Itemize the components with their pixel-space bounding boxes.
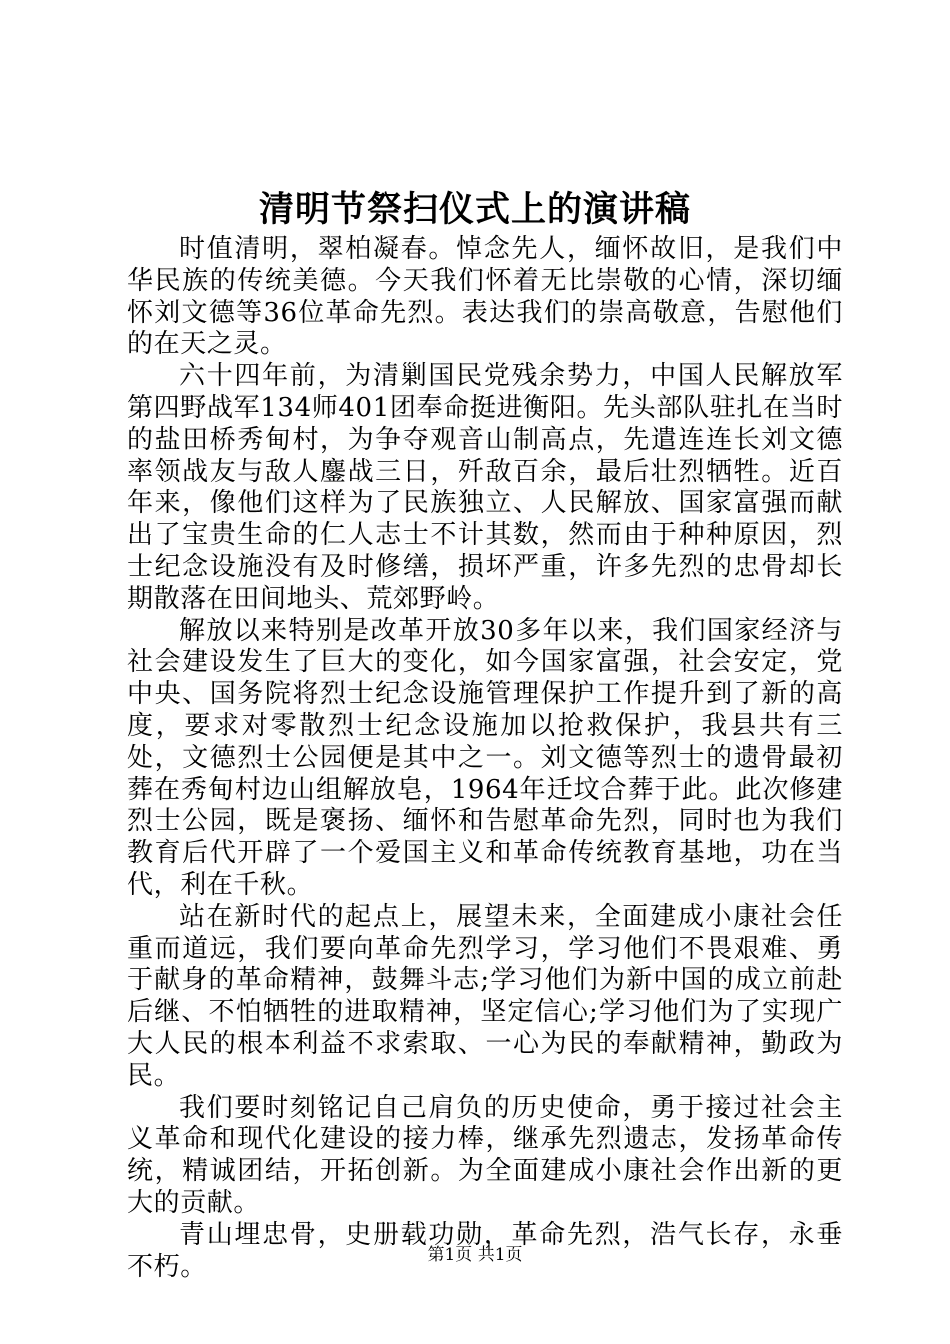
page-footer: 第1页 共1页 [427,1245,523,1265]
document-title: 清明节祭扫仪式上的演讲稿 [258,189,691,230]
paragraph-1: 时值清明，翠柏凝春。悼念先人，缅怀故旧，是我们中华民族的传统美德。今天我们怀着无比崇敬的心情，深切缅怀刘文德等36位革命先烈。表达我们的崇高敬意，告慰他们的在天之灵。 [127,234,843,360]
paragraph-4: 站在新时代的起点上，展望未来，全面建成小康社会任重而道远，我们要向革命先烈学习，学习他们不畏艰难、勇于献身的革命精神，鼓舞斗志;学习他们为新中国的成立前赴后继、不怕牺牲的进取精神，坚定信心;学习他们为了实现广大人民的根本利益不求索取、一心为民的奉献精神，勤政为民。 [127,901,843,1091]
document-body [127,234,843,1283]
paragraph-6: 青山埋忠骨，史册载功勋，革命先烈，浩气长存，永垂不朽。 [127,1219,843,1282]
paragraph-3: 解放以来特别是改革开放30多年以来，我们国家经济与社会建设发生了巨大的变化，如今国家富强，社会安定，党中央、国务院将烈士纪念设施管理保护工作提升到了新的高度，要求对零散烈士纪念设施加以抢救保护，我县共有三处，文德烈士公园便是其中之一。刘文德等烈士的遗骨最初葬在秀甸村边山组解放皂，1964年迁坟合葬于此。此次修建烈士公园，既是褒扬、缅怀和告慰革命先烈，同时也为我们教育后代开辟了一个爱国主义和革命传统教育基地，功在当代，利在千秋。 [127,615,843,900]
paragraph-5: 我们要时刻铭记自己肩负的历史使命，勇于接过社会主义革命和现代化建设的接力棒，继承先烈遗志，发扬革命传统，精诚团结，开拓创新。为全面建成小康社会作出新的更大的贡献。 [127,1092,843,1218]
paragraph-2: 六十四年前，为清剿国民党残余势力，中国人民解放军第四野战军134师401团奉命挺进衡阳。先头部队驻扎在当时的盐田桥秀甸村，为争夺观音山制高点，先遣连连长刘文德率领战友与敌人鏖战三日，歼敌百余，最后壮烈牺牲。近百年来，像他们这样为了民族独立、人民解放、国家富强而献出了宝贵生命的仁人志士不计其数，然而由于种种原因，烈士纪念设施没有及时修缮，损坏严重，许多先烈的忠骨却长期散落在田间地头、荒郊野岭。 [127,361,843,614]
